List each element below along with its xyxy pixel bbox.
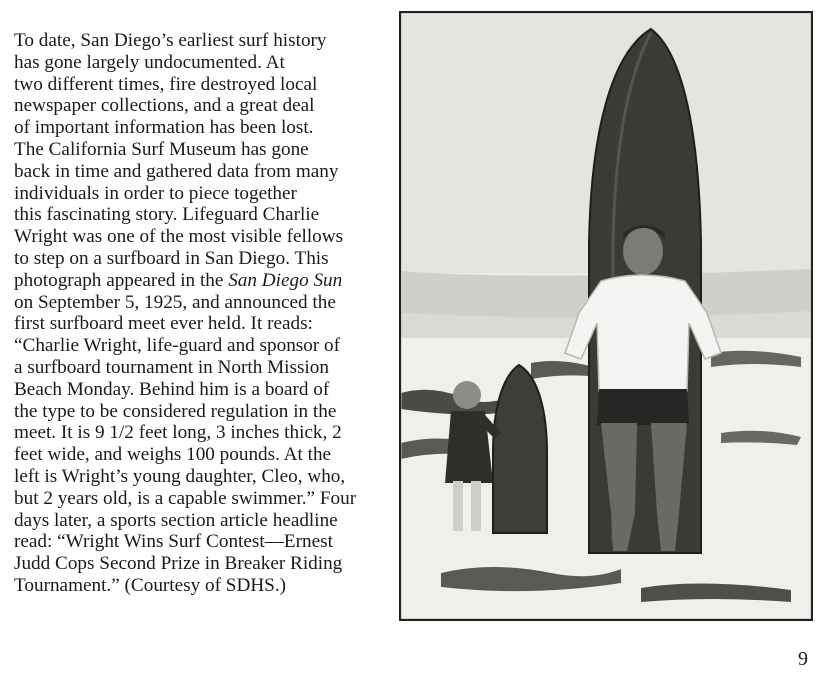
page-number: 9 [798,648,808,670]
caption-line: left is Wright’s young daughter, Cleo, who, [14,465,346,487]
caption-line: back in time and gathered data from many [14,160,339,182]
caption-line: individuals in order to piece together [14,182,297,204]
caption-line: Wright was one of the most visible fellows [14,226,344,248]
caption-line: has gone largely undocumented. At [14,51,285,73]
caption-text [14,30,386,597]
caption-line: Beach Monday. Behind him is a board of [14,378,330,400]
caption-line: meet. It is 9 1/2 feet long, 3 inches thick, 2 [14,422,342,444]
caption-line: but 2 years old, is a capable swimmer.” Four [14,487,357,509]
caption-line: to step on a surfboard in San Diego. This [14,247,329,269]
historical-photo [399,11,813,621]
man-head [623,227,663,275]
child-head [453,381,481,409]
caption-line: of important information has been lost. [14,117,314,139]
caption-line: two different times, fire destroyed local [14,73,318,95]
caption-line: a surfboard tournament in North Mission [14,356,329,378]
caption-line: “Charlie Wright, life-guard and sponsor of [14,335,341,357]
caption-line: this fascinating story. Lifeguard Charlie [14,204,320,226]
caption-line: newspaper collections, and a great deal [14,95,315,117]
child-leg [471,481,481,531]
caption-line [14,270,386,292]
caption-line: The California Surf Museum has gone [14,138,309,160]
caption-line: first surfboard meet ever held. It reads: [14,313,313,335]
caption-line: Judd Cops Second Prize in Breaker Riding [14,553,343,575]
caption-line: feet wide, and weighs 100 pounds. At the [14,444,332,466]
caption-line: To date, San Diego’s earliest surf history [14,30,327,51]
caption-text-run: photograph appeared in the [14,269,229,291]
man-trunks [597,389,689,425]
photo-illustration [401,13,811,619]
caption-line: on September 5, 1925, and announced the [14,291,336,313]
caption-line: the type to be considered regulation in the [14,400,337,422]
caption-line: days later, a sports section article headline [14,509,338,531]
newspaper-title: San Diego Sun [228,269,343,291]
caption-line: read: “Wright Wins Surf Contest—Ernest [14,531,333,553]
child-leg [453,481,463,531]
caption-line: Tournament.” (Courtesy of SDHS.) [14,574,287,596]
